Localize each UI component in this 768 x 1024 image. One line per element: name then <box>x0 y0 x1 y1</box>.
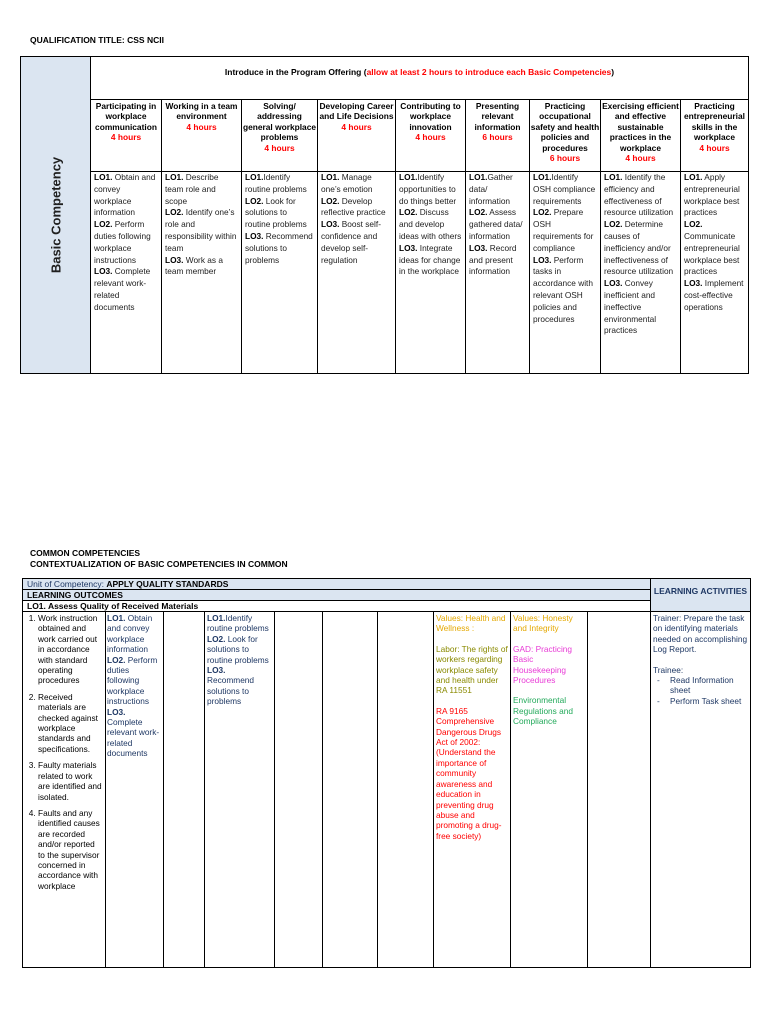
competency-name: Practicing occupational safety and health policies and procedures <box>530 101 600 153</box>
lo-code: LO1. <box>245 172 264 182</box>
learning-outcome <box>107 613 161 655</box>
learning-outcome <box>94 266 158 313</box>
learning-outcome <box>165 207 238 254</box>
learning-outcome <box>533 172 597 207</box>
competency-header <box>318 100 395 171</box>
learning-activities-header: LEARNING ACTIVITIES <box>650 579 750 612</box>
lo-code: LO1. <box>684 172 703 182</box>
environmental-regulations: Environmental Regulations and Compliance <box>513 695 573 727</box>
learning-outcome <box>321 172 392 196</box>
lo-code: LO2. <box>245 195 264 206</box>
lo-code: LO3. <box>245 230 264 241</box>
lo-code: LO1. <box>165 172 184 182</box>
lo-text: Look for solutions to routine problems <box>245 195 307 230</box>
learning-outcomes-header: LEARNING OUTCOMES <box>23 590 650 601</box>
competency-column <box>91 100 161 373</box>
lo-code: LO3. <box>207 665 226 676</box>
lo-code: LO2. <box>165 207 184 218</box>
labor-rights: Labor: The rights of workers regarding workplace safety and health under RA 11551 <box>436 643 508 696</box>
lo-code: LO3. <box>533 254 552 265</box>
competency-column <box>395 100 465 373</box>
column-divider <box>204 612 205 967</box>
values-honesty-cell <box>513 613 585 737</box>
learning-outcome <box>684 172 745 219</box>
trainee-item: - Perform Task sheet <box>657 696 748 706</box>
learning-outcome <box>533 255 597 326</box>
lo-code: LO2. <box>321 195 340 206</box>
materials-step: 2. Received materials are checked against workplace standards and specifications. <box>38 692 103 754</box>
competency-learning-outcomes <box>681 171 748 373</box>
competency-learning-outcomes <box>601 171 680 373</box>
lo-text: Recommend solutions to problems <box>245 230 313 265</box>
trainee-label: Trainee: <box>653 664 684 675</box>
learning-outcome <box>94 219 158 266</box>
learning-outcome <box>245 231 314 266</box>
lo-code: LO1. <box>107 613 126 623</box>
competency-learning-outcomes <box>466 171 529 373</box>
learning-outcome <box>207 634 271 665</box>
competency-hours: 4 hours <box>625 153 656 164</box>
lo-text: Obtain and convey workplace information <box>107 613 153 655</box>
materials-step: 1. Work instruction obtained and work carried out in accordance with standard operating procedures <box>38 613 103 686</box>
materials-steps-list <box>25 613 103 891</box>
contextualization-table <box>22 578 751 968</box>
lo-text: Record and present information <box>469 242 517 277</box>
competency-hours: 4 hours <box>110 132 142 143</box>
lo-code: LO3. <box>399 242 418 253</box>
competency-hours: 4 hours <box>341 121 372 132</box>
lo-code: LO3. <box>469 242 488 253</box>
lo-code: LO2. <box>469 207 488 218</box>
basic-competency-cell <box>21 57 91 373</box>
learning-outcome <box>469 172 526 207</box>
learning-outcome <box>165 255 238 279</box>
materials-step: 3. Faulty materials related to work are identified and isolated. <box>38 760 103 802</box>
competency-hours: 6 hours <box>549 153 581 164</box>
lo-code: LO2. <box>107 654 126 665</box>
lo-code: LO3. <box>94 266 113 277</box>
column-divider <box>274 612 275 967</box>
lo-text: Identify one’s role and responsibility within team <box>165 207 237 253</box>
competency-column <box>529 100 600 373</box>
learning-outcome <box>107 707 161 759</box>
competency-learning-outcomes <box>242 171 317 373</box>
lo-text: Identify the efficiency and effectiveness of resource utilization <box>604 172 674 218</box>
competency-hours: 4 hours <box>699 142 730 153</box>
basic-competency-label: Basic Competency <box>48 156 64 274</box>
competency-column <box>600 100 680 373</box>
learning-outcome <box>469 207 526 242</box>
competency-column <box>465 100 529 373</box>
competency-name: Exercising efficient and effective sustainable practices in the workplace <box>602 101 679 153</box>
competency-name: Presenting relevant information <box>474 101 521 132</box>
lo-text: Obtain and convey workplace information <box>94 172 156 218</box>
lo-code: LO1. <box>321 172 340 182</box>
lo-text: Work as a team member <box>165 254 223 277</box>
competency-header <box>466 100 529 171</box>
lo-code: LO1. <box>94 172 113 182</box>
lo-text: Develop reflective practice <box>321 195 386 218</box>
lo-text: Integrate ideas for change in the workplace <box>399 242 461 277</box>
lo-text: Look for solutions to routine problems <box>207 633 269 665</box>
learning-outcome <box>399 243 462 278</box>
competency-name: Developing Career and Life Decisions <box>319 101 394 122</box>
lo-text: Identify OSH compliance requirements <box>533 172 596 206</box>
competency-learning-outcomes <box>162 171 241 373</box>
competency-column <box>241 100 317 373</box>
learning-outcome <box>399 207 462 242</box>
lo1-title: LO1. Assess Quality of Received Materials <box>23 601 650 612</box>
values-health-cell <box>436 613 508 851</box>
lo-code: LO3. <box>107 706 126 717</box>
lo-code: LO1. <box>207 613 226 623</box>
competency-header <box>242 100 317 171</box>
competency-header <box>530 100 600 171</box>
competency-hours: 6 hours <box>482 132 513 143</box>
lo-text: Describe team role and scope <box>165 172 219 206</box>
column-divider <box>163 612 164 967</box>
learning-outcome <box>604 219 677 278</box>
ra-9165: RA 9165 Comprehensive Dangerous Drugs Act of 2002: (Understand the importance of community awareness and education in preventing drug abuse and promoting a drug-free society) <box>436 705 502 841</box>
learning-outcome <box>684 219 745 278</box>
lo-text: Implement cost-effective operations <box>684 278 744 312</box>
competency-name: Solving/ addressing general workplace problems <box>242 101 317 143</box>
learning-outcome <box>604 278 677 337</box>
lo-code: LO1. <box>604 172 623 182</box>
lo-code: LO1. <box>533 172 552 182</box>
lo-code: LO2. <box>684 219 703 230</box>
learning-outcome <box>604 172 677 219</box>
competency-header <box>396 100 465 171</box>
competency-column <box>680 100 748 373</box>
competency-name: Participating in workplace communication <box>95 101 157 132</box>
lo-text: Identify opportunities to do things better <box>399 172 457 206</box>
basic-competency-table <box>20 56 749 374</box>
competency-name: Working in a team environment <box>165 101 238 122</box>
materials-steps-cell <box>25 613 103 897</box>
competency-hours: 4 hours <box>186 121 217 132</box>
competency-hours: 4 hours <box>264 142 295 153</box>
trainer-activity: Trainer: Prepare the task on identifying materials needed on accomplishing Log Report. <box>653 613 748 655</box>
lo-code: LO3. <box>321 219 340 230</box>
lo-code: LO3. <box>684 278 703 289</box>
learning-outcome <box>165 172 238 207</box>
learning-outcome <box>245 196 314 231</box>
column-divider <box>510 612 511 967</box>
trainee-item: - Read Information sheet <box>657 675 748 696</box>
learning-activities-cell <box>653 613 748 706</box>
learning-outcome <box>245 172 314 196</box>
lo-text: Identify routine problems <box>207 613 269 634</box>
lo-code: LO3. <box>604 278 623 289</box>
lo-text: Perform tasks in accordance with relevant OSH policies and procedures <box>533 254 593 324</box>
lo-text: Manage one’s emotion <box>321 172 373 194</box>
communication-lo-cell <box>107 613 161 759</box>
column-divider <box>105 612 106 967</box>
learning-outcome <box>469 243 526 278</box>
lo-code: LO2. <box>399 207 418 218</box>
column-divider <box>650 612 651 967</box>
learning-outcome <box>107 655 161 707</box>
lo-code: LO2. <box>604 219 623 230</box>
problem-solving-lo-cell <box>207 613 271 707</box>
competency-name: Contributing to workplace innovation <box>400 101 461 132</box>
competency-learning-outcomes <box>318 171 395 373</box>
learning-outcome <box>684 278 745 313</box>
competency-column <box>317 100 395 373</box>
competency-hours: 4 hours <box>415 132 446 143</box>
unit-of-competency-row: Unit of Competency: APPLY QUALITY STANDARDS <box>23 579 650 590</box>
lo-text: Determine causes of inefficiency and/or ineffectiveness of resource utilization <box>604 219 674 277</box>
lo-code: LO2. <box>94 219 113 230</box>
learning-outcome <box>207 665 271 707</box>
competency-header <box>162 100 241 171</box>
program-offering-intro: Introduce in the Program Offering (allow at least 2 hours to introduce each Basic Competencies) <box>91 57 748 100</box>
competency-header <box>681 100 748 171</box>
lo-code: LO2. <box>533 207 552 218</box>
competency-learning-outcomes <box>530 171 600 373</box>
lo-text: Perform duties following workplace instructions <box>107 654 158 707</box>
lo-text: Apply entrepreneurial workplace best practices <box>684 172 740 218</box>
lo-code: LO2. <box>207 633 226 644</box>
values-honesty: Values: Honesty and Integrity <box>513 613 573 634</box>
lo-text: Identify routine problems <box>245 172 307 194</box>
lo-text: Recommend solutions to problems <box>207 675 255 707</box>
lo-text: Perform duties following workplace instructions <box>94 219 151 265</box>
lo-text: Communicate entrepreneurial workplace best practices <box>684 230 740 277</box>
competency-column <box>161 100 241 373</box>
lo-text: Gather data/ information <box>469 172 513 206</box>
lo-code: LO1. <box>399 172 418 182</box>
lo-text: Complete relevant work-related documents <box>94 266 151 312</box>
lo-text: Boost self-confidence and develop self-regulation <box>321 219 381 265</box>
lo-code: LO1. <box>469 172 488 182</box>
competency-name: Practicing entrepreneurial skills in the workplace <box>684 101 745 143</box>
learning-outcome <box>207 613 271 634</box>
competency-header <box>601 100 680 171</box>
lo-text: Complete relevant work-related documents <box>107 717 160 759</box>
learning-outcome <box>94 172 158 219</box>
learning-outcome <box>321 219 392 266</box>
learning-outcome <box>399 172 462 207</box>
competency-learning-outcomes <box>91 171 161 373</box>
lo-text: Discuss and develop ideas with others <box>399 207 462 241</box>
lo-code: LO3. <box>165 254 184 265</box>
learning-outcome <box>321 196 392 220</box>
lo-text: Prepare OSH requirements for compliance <box>533 207 594 253</box>
values-health: Values: Health and Wellness : <box>436 613 506 634</box>
learning-outcome <box>533 207 597 254</box>
common-competencies-heading: COMMON COMPETENCIES CONTEXTUALIZATION OF BASIC COMPETENCIES IN COMMON <box>30 548 288 569</box>
lo-text: Assess gathered data/ information <box>469 207 523 241</box>
trainee-list <box>653 675 748 706</box>
qualification-title: QUALIFICATION TITLE: CSS NCII <box>30 35 164 45</box>
competency-learning-outcomes <box>396 171 465 373</box>
column-divider <box>587 612 588 967</box>
column-divider <box>433 612 434 967</box>
lo-text: Convey inefficient and ineffective environmental practices <box>604 278 657 336</box>
column-divider <box>322 612 323 967</box>
gad-housekeeping: GAD: Practicing Basic Housekeeping Procedures <box>513 643 573 686</box>
column-divider <box>377 612 378 967</box>
competency-header <box>91 100 161 171</box>
materials-step: 4. Faults and any identified causes are recorded and/or reported to the supervisor concerned in accordance with workplace <box>38 808 103 891</box>
